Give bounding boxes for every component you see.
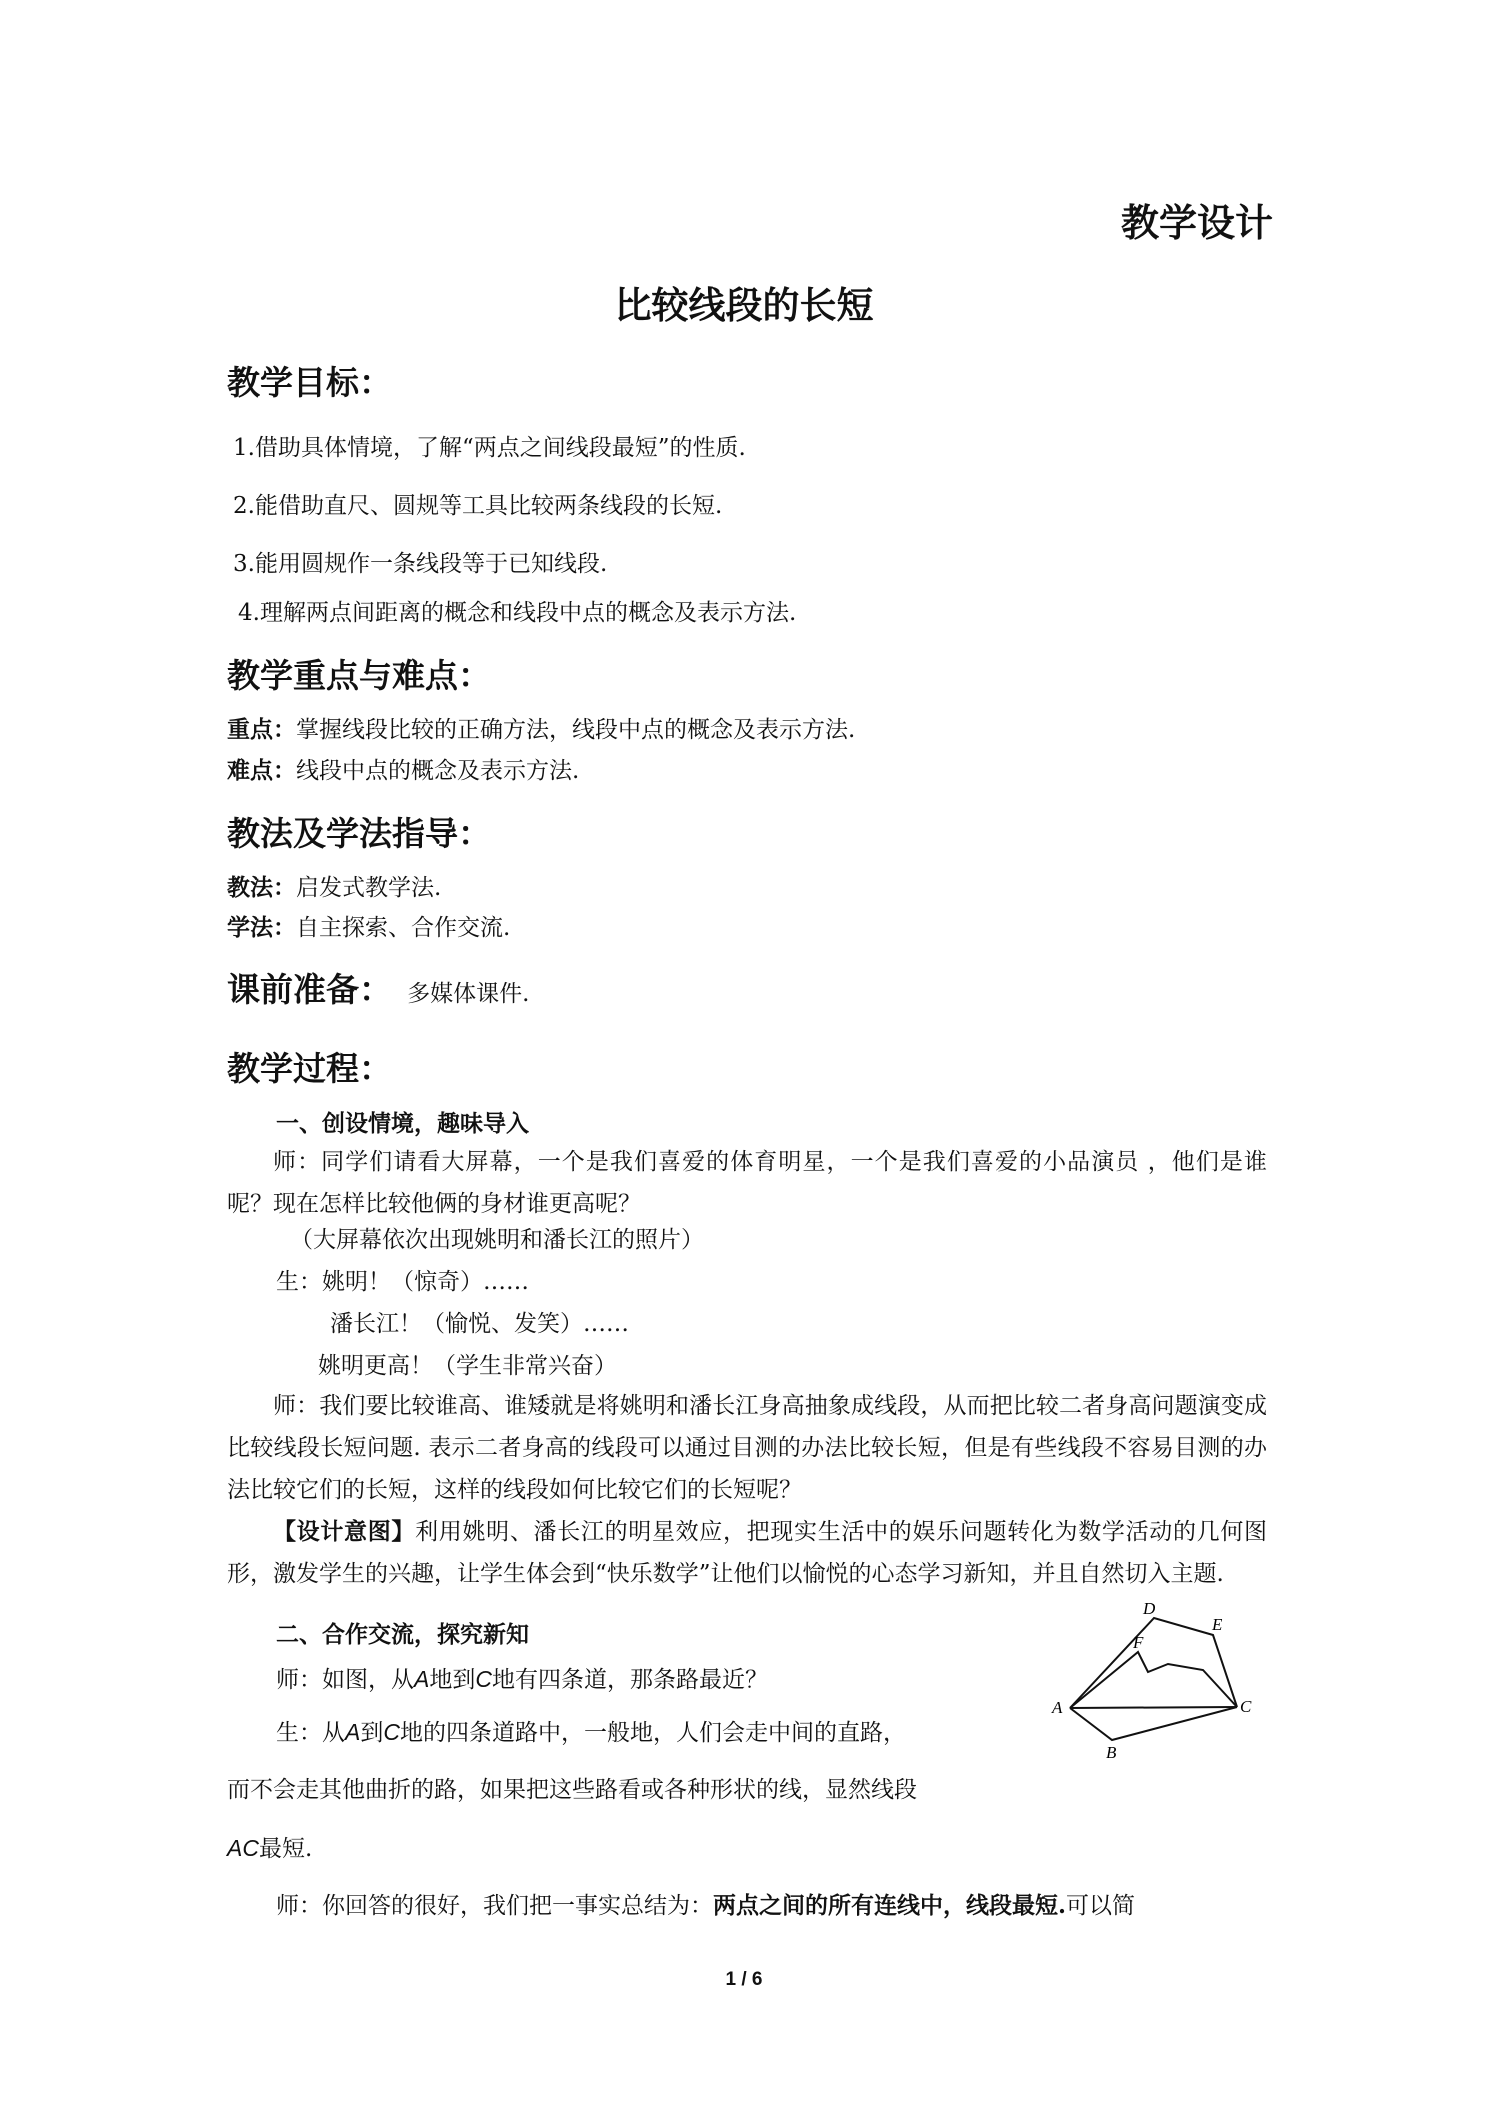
methods-heading: 教法及学法指导： <box>227 814 491 853</box>
difficulty-text: 线段中点的概念及表示方法. <box>296 758 580 784</box>
point-a-label: A <box>345 1719 361 1745</box>
student-answer-line-3 <box>227 1833 312 1864</box>
route-question-text: 师：如图，从 <box>276 1667 414 1693</box>
document-type-label: 教学设计 <box>1120 201 1273 245</box>
section-1-paragraph-5: 姚明更高！（学生非常兴奋） <box>318 1353 617 1379</box>
point-d-label: D <box>1143 1600 1156 1618</box>
objective-item: 2.能借助直尺、圆规等工具比较两条线段的长短. <box>233 493 723 519</box>
route-question-text: 地有四条道，那条路最近？ <box>491 1667 768 1693</box>
point-f-label: F <box>1133 1633 1144 1652</box>
difficulty-line <box>227 756 579 786</box>
objective-item: 4.理解两点间距离的概念和线段中点的概念及表示方法. <box>238 600 797 626</box>
summary-text: 可以简 <box>1066 1893 1136 1919</box>
point-c-label: C <box>1240 1697 1252 1716</box>
objective-item: 1.借助具体情境，了解“两点之间线段最短”的性质. <box>233 435 746 461</box>
routes-figure <box>1040 1600 1270 1770</box>
route-via-b <box>1070 1707 1237 1740</box>
answer-text: 最短. <box>258 1836 313 1862</box>
teach-method-line <box>227 873 441 903</box>
teacher-summary-line <box>276 1891 1135 1921</box>
section-1-paragraph-4: 潘长江！（愉悦、发笑）…… <box>330 1311 629 1337</box>
focus-label: 重点： <box>227 716 296 743</box>
point-c-label: C <box>383 1719 400 1745</box>
lesson-title: 比较线段的长短 <box>614 284 874 327</box>
teach-method-label: 教法： <box>227 874 296 901</box>
section-1-paragraph-3: 生：姚明！（惊奇）…… <box>276 1269 529 1295</box>
segment-ac <box>1070 1707 1237 1708</box>
student-answer-line-2: 而不会走其他曲折的路，如果把这些路看或各种形状的线，显然线段 <box>227 1777 917 1803</box>
preparation-line <box>227 964 529 1011</box>
section-2-title: 二、合作交流，探究新知 <box>276 1621 529 1648</box>
point-b-label: B <box>1106 1743 1117 1762</box>
student-answer-line-1 <box>276 1717 906 1748</box>
shortest-segment-property: 两点之间的所有连线中，线段最短. <box>713 1892 1067 1919</box>
answer-text: 到 <box>360 1720 384 1746</box>
section-1-paragraph-2: （大屏幕依次出现姚明和潘长江的照片） <box>290 1227 704 1253</box>
design-intent-text: 利用姚明、潘长江的明星效应，把现实生活中的娱乐问题转化为数学活动的几何图形，激发学生的兴趣，让学生体会到“快乐数学”让他们以愉悦的心态学习新知，并且自然切入主题. <box>227 1519 1268 1587</box>
point-c-label: C <box>475 1666 492 1692</box>
difficulty-label: 难点： <box>227 757 296 784</box>
section-1-paragraph-1: 师：同学们请看大屏幕，一个是我们喜爱的体育明星，一个是我们喜爱的小品演员 ，他们是谁呢？现在怎样比较他俩的身材谁更高呢？ <box>227 1149 1267 1217</box>
focus-text: 掌握线段比较的正确方法，线段中点的概念及表示方法. <box>296 717 856 743</box>
preparation-text: 多媒体课件. <box>407 981 530 1007</box>
objectives-heading: 教学目标： <box>227 363 392 402</box>
objective-item: 3.能用圆规作一条线段等于已知线段. <box>233 551 608 577</box>
section-1-paragraph-6: 师：我们要比较谁高、谁矮就是将姚明和潘长江身高抽象成线段，从而把比较二者身高问题演变成比较线段长短问题. 表示二者身高的线段可以通过目测的办法比较长短，但是有些线段不容易目测的办法比较它们的长短，这样的线段如何比较它们的长短呢？ <box>227 1393 1267 1503</box>
summary-text: 师：你回答的很好，我们把一事实总结为： <box>276 1893 713 1919</box>
learn-method-text: 自主探索、合作交流. <box>296 915 511 941</box>
preparation-heading: 课前准备： <box>227 970 392 1009</box>
segment-ac-label: AC <box>227 1835 259 1861</box>
learn-method-label: 学法： <box>227 914 296 941</box>
focus-line <box>227 715 855 745</box>
key-points-heading: 教学重点与难点： <box>227 656 491 695</box>
design-intent-paragraph <box>227 1511 1267 1595</box>
route-question-text: 地到 <box>429 1667 476 1693</box>
answer-text: 生：从 <box>276 1720 345 1746</box>
point-e-label: E <box>1212 1615 1223 1634</box>
teach-method-text: 启发式教学法. <box>296 875 442 901</box>
point-a-label: A <box>1052 1698 1063 1717</box>
answer-text: 地的四条道路中，一般地，人们会走中间的直路， <box>399 1720 906 1746</box>
page-number: 1 / 6 <box>725 1969 763 1990</box>
route-question <box>276 1664 768 1695</box>
learn-method-line <box>227 913 510 943</box>
process-heading: 教学过程： <box>227 1049 392 1088</box>
point-a-label: A <box>414 1666 430 1692</box>
design-intent-label: 【设计意图】 <box>273 1518 416 1545</box>
section-1-title: 一、创设情境，趣味导入 <box>276 1110 529 1137</box>
